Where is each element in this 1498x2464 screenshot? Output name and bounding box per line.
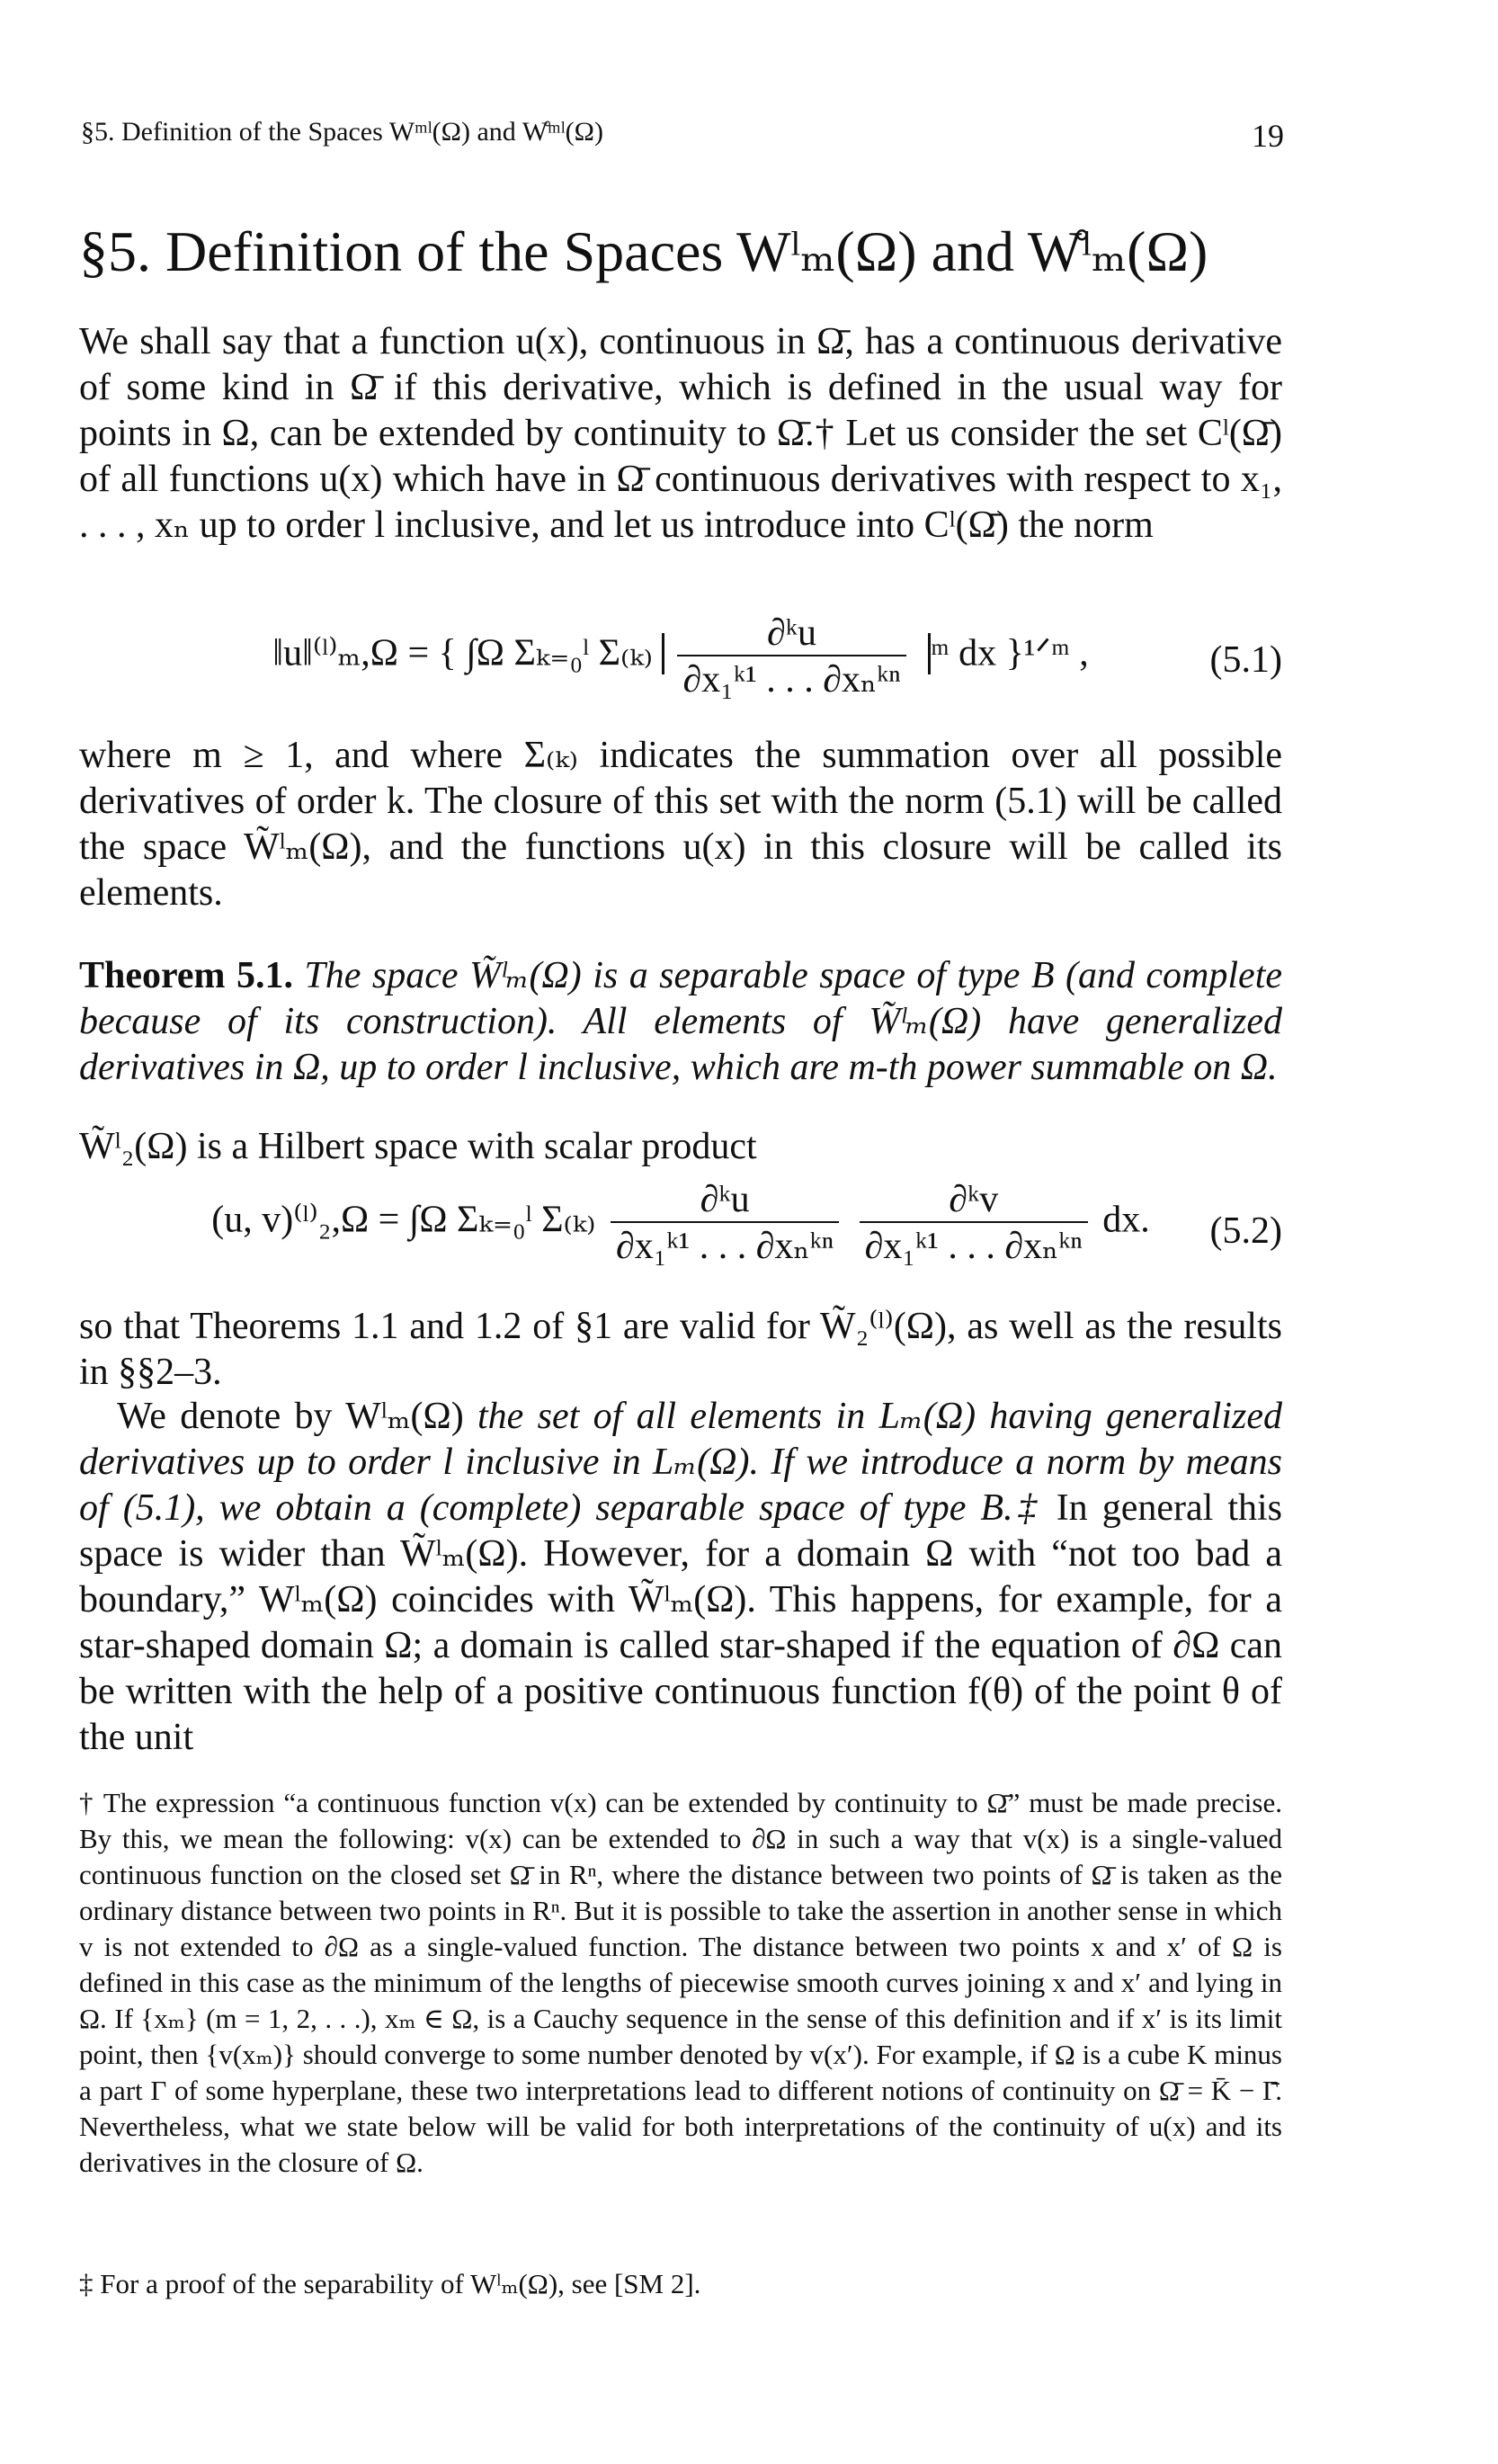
- eq1-denominator: ∂x₁ᵏ¹ . . . ∂xₙᵏⁿ: [682, 659, 901, 701]
- eq1-abs: [662, 612, 931, 701]
- eq1-fraction: [677, 612, 905, 701]
- eq2-denominator-v: ∂x₁ᵏ¹ . . . ∂xₙᵏⁿ: [864, 1226, 1083, 1267]
- eq2-numerator-v: ∂ᵏv: [860, 1178, 1088, 1223]
- paragraph-hilbert: W̃ˡ₂(Ω) is a Hilbert space with scalar product: [79, 1126, 757, 1167]
- running-head-title: §5. Definition of the Spaces Wᵐˡ(Ω) and W̊ᵐˡ(Ω): [81, 117, 603, 147]
- eq2-denominator-u: ∂x₁ᵏ¹ . . . ∂xₙᵏⁿ: [616, 1226, 834, 1267]
- eq1-numerator: ∂ᵏu: [677, 612, 905, 656]
- equation-5-1-formula: [79, 612, 1282, 701]
- equation-5-2-formula: [79, 1178, 1282, 1268]
- equation-number-5-1: (5.1): [1209, 639, 1282, 681]
- p5-italic: the set of all elements in Lₘ(Ω) having generalized derivatives up to order l inclusive in Lₘ(Ω). If we introduce a norm by means of (5.1), we obtain a (complete) separable space of type B.‡: [79, 1396, 1282, 1529]
- eq1-lhs: ‖u‖⁽ˡ⁾ₘ,Ω = {: [272, 632, 457, 674]
- footnote-dagger: † The expression “a continuous function v(x) can be extended by continuity to Ω̄” must be made precise. By this, we mean the following: v(x) can be extended to ∂Ω in such a way that v(x) is a single-valued continuous function on the closed set Ω̄ in Rⁿ, where the distance between two points of Ω̄ is taken as the ordinary distance between two points in Rⁿ. But it is possible to take the assertion in another sense in which v is not extended to ∂Ω as a single-valued function. The distance between two points x and x′ of Ω is defined in this case as the minimum of the lengths of piecewise smooth curves joining x and x′ and lying in Ω. If {xₘ} (m = 1, 2, . . .), xₘ ∈ Ω, is a Cauchy sequence in the sense of this definition and if x′ is its limit point, then {v(xₘ)} should converge to some number denoted by v(x′). For example, if Ω is a cube K minus a part Γ of some hyperplane, these two interpretations lead to different notions of continuity on Ω̄ = K̄ − Γ̄. Nevertheless, what we state below will be valid for both interpretations of the continuity of u(x) and its derivatives in the closure of Ω.: [79, 1787, 1282, 2178]
- p5-rest: In general this space is wider than W̃ˡₘ(Ω). However, for a domain Ω with “not too bad a boundary,” Wˡₘ(Ω) coincides with W̃ˡₘ(Ω). This happens, for example, for a star-shaped domain Ω; a domain is called star-shaped if the equation of ∂Ω can be written with the help of a positive continuous function f(θ) of the point θ of the unit: [79, 1487, 1283, 1758]
- equation-5-1: [79, 612, 1282, 710]
- paragraph-closure: where m ≥ 1, and where Σ₍ₖ₎ indicates the summation over all possible derivatives of order k. The closure of this set with the norm (5.1) will be called the space W̃ˡₘ(Ω), and the functions u(x) in this closure will be called its elements.: [79, 735, 1282, 914]
- running-head: [81, 117, 1284, 155]
- theorem-label: Theorem 5.1.: [79, 955, 293, 996]
- section-title: §5. Definition of the Spaces Wˡₘ(Ω) and W̊ˡₘ(Ω): [79, 219, 1208, 283]
- equation-number-5-2: (5.2): [1209, 1210, 1282, 1252]
- eq2-rhs: dx.: [1102, 1199, 1150, 1241]
- eq1-rhs: ᵐ dx }¹ᐟᵐ ,: [931, 632, 1089, 674]
- footnote-double-dagger: ‡ For a proof of the separability of Wˡₘ(Ω), see [SM 2].: [79, 2268, 701, 2299]
- eq2-fraction-u: [611, 1178, 839, 1268]
- theorem-text: The space W̃ˡₘ(Ω) is a separable space of type B (and complete because of its construction). All elements of W̃ˡₘ(Ω) have generalized derivatives in Ω, up to order l inclusive, which are m-th power summable on Ω.: [79, 955, 1282, 1088]
- theorem-5-1: [79, 953, 1282, 1091]
- page-number: 19: [1252, 118, 1284, 154]
- eq1-integral: ∫Ω Σₖ₌₀ˡ Σ₍ₖ₎: [466, 632, 653, 674]
- equation-5-2: [79, 1178, 1282, 1286]
- paragraph-intro: We shall say that a function u(x), continuous in Ω̄, has a continuous derivative of some kind in Ω̄ if this derivative, which is defined in the usual way for points in Ω, can be extended by continuity to Ω̄.† Let us consider the set Cˡ(Ω̄) of all functions u(x) which have in Ω̄ continuous derivatives with respect to x₁, . . . , xₙ up to order l inclusive, and let us introduce into Cˡ(Ω̄) the norm: [79, 321, 1282, 546]
- paragraph-wlm-definition: [79, 1394, 1282, 1761]
- paragraph-theorems-valid: so that Theorems 1.1 and 1.2 of §1 are valid for W̃₂⁽ˡ⁾(Ω), as well as the results in §§2–3.: [79, 1306, 1282, 1393]
- p5-start: We denote by Wˡₘ(Ω): [117, 1396, 478, 1437]
- eq2-lhs: (u, v)⁽ˡ⁾₂,Ω = ∫Ω Σₖ₌₀ˡ Σ₍ₖ₎: [211, 1199, 596, 1241]
- eq2-numerator-u: ∂ᵏu: [611, 1178, 839, 1223]
- eq2-fraction-v: [860, 1178, 1088, 1268]
